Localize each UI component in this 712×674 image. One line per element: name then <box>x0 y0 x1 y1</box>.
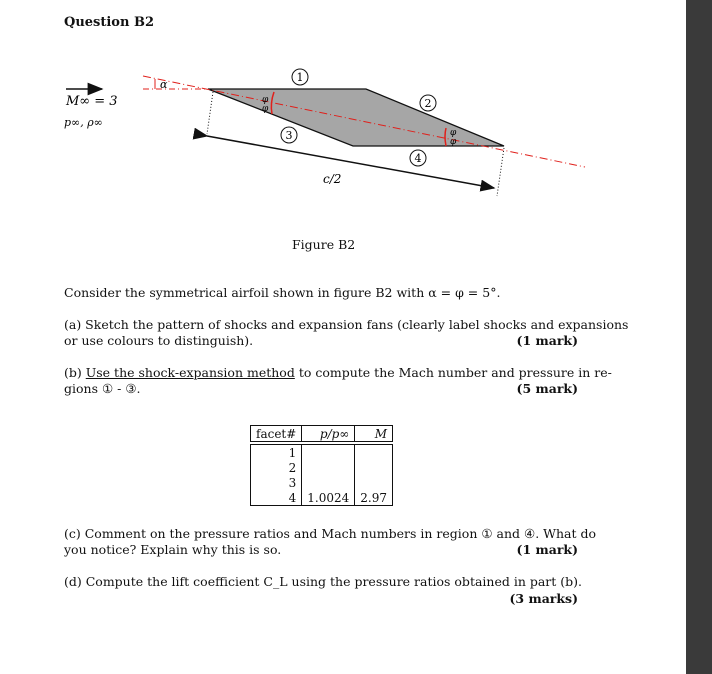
cell <box>355 443 393 460</box>
region-2-marker <box>420 95 436 111</box>
part-b-marks: (5 mark) <box>516 381 578 396</box>
part-a-marks: (1 mark) <box>516 333 578 348</box>
dim-extension <box>497 148 504 196</box>
cell <box>302 460 355 475</box>
airfoil-shape <box>208 89 504 146</box>
cell <box>355 475 393 490</box>
freestream-label: p∞, ρ∞ <box>64 116 103 129</box>
cell: 3 <box>251 475 302 490</box>
viewer-side-bar <box>686 0 712 674</box>
cell <box>302 475 355 490</box>
dim-extension <box>207 92 213 134</box>
part-b-rest: to compute the Mach number and pressure in re- <box>294 365 612 380</box>
intro-text: Consider the symmetrical airfoil shown in figure B2 with α = φ = 5°. <box>64 285 501 300</box>
table-row <box>251 443 393 460</box>
col-header: M <box>355 426 393 444</box>
cell: 4 <box>251 490 302 506</box>
part-b-prefix: (b) <box>64 365 86 380</box>
col-header: p/p∞ <box>302 426 355 444</box>
col-header: facet# <box>251 426 302 444</box>
figure-b2 <box>0 0 686 230</box>
part-b-line1 <box>64 365 612 380</box>
part-a-line2: or use colours to distinguish). <box>64 333 254 348</box>
results-table <box>250 425 393 506</box>
cell: 1 <box>251 443 302 460</box>
part-c-marks: (1 mark) <box>516 542 578 557</box>
table-row <box>251 475 393 490</box>
cell <box>355 460 393 475</box>
method-underlined: Use the shock-expansion method <box>85 365 295 380</box>
part-c-line2: you notice? Explain why this is so. <box>64 542 282 557</box>
part-c-line1: (c) Comment on the pressure ratios and Mach numbers in region ① and ④. What do <box>64 526 597 541</box>
cell: 2.97 <box>355 490 393 506</box>
table-row <box>251 490 393 506</box>
phi-label: φ <box>450 137 457 147</box>
alpha-label: α <box>160 78 168 91</box>
svg-text:2: 2 <box>424 97 432 110</box>
part-d-marks: (3 marks) <box>509 591 578 606</box>
region-4-marker <box>410 150 426 166</box>
svg-text:4: 4 <box>414 152 422 165</box>
question-title: Question B2 <box>64 15 154 30</box>
figure-caption: Figure B2 <box>292 237 356 252</box>
part-a-line1: (a) Sketch the pattern of shocks and expansion fans (clearly label shocks and expansions <box>64 317 629 332</box>
table-row <box>251 460 393 475</box>
chord-label: c/2 <box>323 172 342 186</box>
part-b-line2: gions ① - ③. <box>64 381 141 396</box>
cell <box>302 443 355 460</box>
phi-label: φ <box>262 104 269 114</box>
mach-label: M∞ = 3 <box>66 94 118 109</box>
region-3-marker <box>281 127 297 143</box>
phi-label: φ <box>450 128 457 138</box>
cell: 1.0024 <box>302 490 355 506</box>
region-1-marker <box>292 69 308 85</box>
cell: 2 <box>251 460 302 475</box>
part-d-line1: (d) Compute the lift coefficient C_L using the pressure ratios obtained in part (b). <box>64 574 583 589</box>
svg-text:3: 3 <box>285 129 293 142</box>
phi-label: φ <box>262 95 269 105</box>
svg-text:1: 1 <box>296 71 304 84</box>
